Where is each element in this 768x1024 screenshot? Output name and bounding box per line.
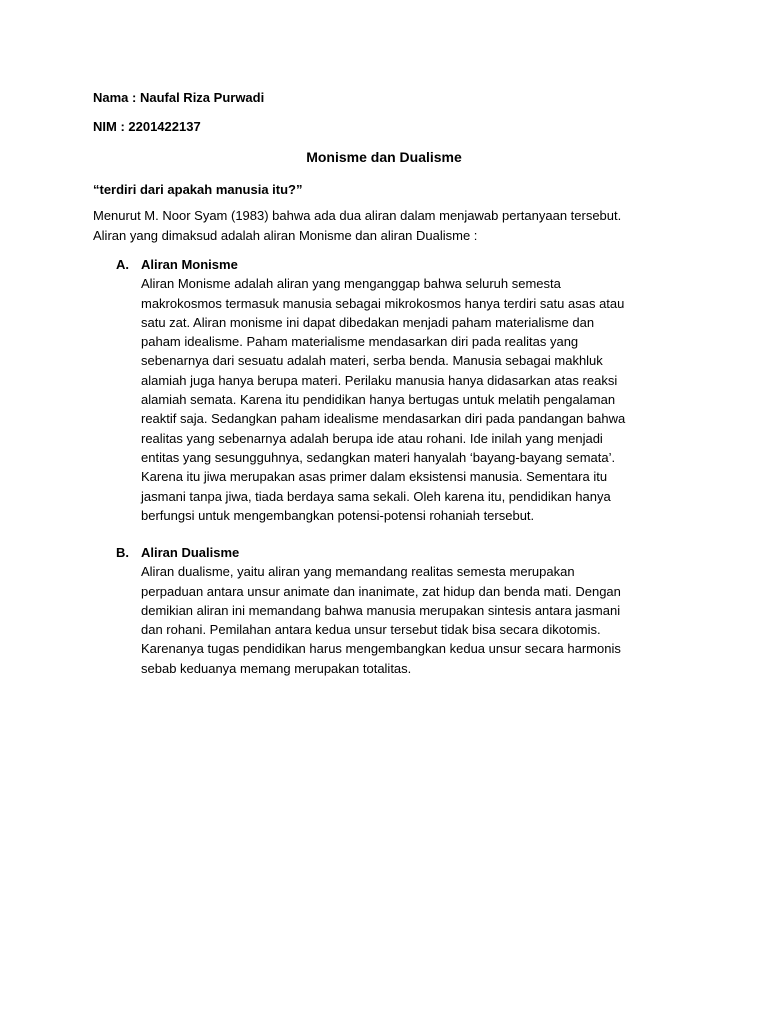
section-body (141, 274, 673, 525)
paragraph-line: Aliran dualisme, yaitu aliran yang memandang realitas semesta merupakan (141, 564, 575, 580)
paragraph-line: alamiah juga hanya berupa materi. Perilaku manusia hanya didasarkan atas reaksi (141, 372, 618, 388)
guiding-question: “terdiri dari apakah manusia itu?” (93, 182, 303, 197)
paragraph-line: sebenarnya dari sesuatu adalah materi, serba benda. Manusia sebagai makhluk (141, 353, 603, 369)
paragraph-line: makrokosmos termasuk manusia sebagai mikrokosmos hanya terdiri satu asas atau (141, 295, 625, 311)
paragraph-line: Karena itu jiwa merupakan asas primer dalam eksistensi manusia. Sementara itu (141, 469, 608, 485)
paragraph-line: reaktif saja. Sedangkan paham idealisme mendasarkan diri pada pandangan bahwa (141, 411, 626, 427)
paragraph-line: entitas yang sesungguhnya, sedangkan materi hanyalah ‘bayang-bayang semata’. (141, 449, 616, 465)
section-marker: B. (116, 545, 129, 560)
paragraph-line: sebab keduanya memang merupakan totalitas. (141, 660, 412, 676)
section-header (93, 255, 673, 274)
section-heading: Aliran Dualisme (141, 545, 240, 560)
paragraph-line: paham idealisme. Paham materialisme mendasarkan diri pada realitas yang (141, 334, 579, 350)
section-dualisme (93, 543, 673, 678)
student-nim: NIM : 2201422137 (93, 119, 201, 134)
intro-line-2: Aliran yang dimaksud adalah aliran Monisme dan aliran Dualisme : (93, 228, 478, 243)
paragraph-line: Aliran Monisme adalah aliran yang menganggap bahwa seluruh semesta (141, 276, 561, 292)
section-header (93, 543, 673, 562)
paragraph-line: jasmani tanpa jiwa, tiada berdaya sama sekali. Oleh karena itu, pendidikan hanya (141, 488, 611, 504)
paragraph-line: perpaduan antara unsur animate dan inanimate, zat hidup dan benda mati. Dengan (141, 583, 621, 599)
section-body (141, 562, 673, 678)
paragraph-line: Karenanya tugas pendidikan harus mengembangkan kedua unsur secara harmonis (141, 641, 621, 657)
paragraph-line: alamiah semata. Karena itu pendidikan hanya bertugas untuk melatih pengalaman (141, 392, 616, 408)
paragraph-line: dan rohani. Pemilahan antara kedua unsur tersebut tidak bisa secara dikotomis. (141, 622, 601, 638)
section-monisme (93, 255, 673, 525)
paragraph-line: satu zat. Aliran monisme ini dapat dibedakan menjadi paham materialisme dan (141, 314, 595, 330)
section-heading: Aliran Monisme (141, 257, 238, 272)
paragraph-line: demikian aliran ini memandang bahwa manusia merupakan sintesis antara jasmani (141, 602, 621, 618)
paragraph-line: berfungsi untuk mengembangkan potensi-potensi rohaniah tersebut. (141, 507, 535, 523)
student-name: Nama : Naufal Riza Purwadi (93, 90, 265, 105)
paragraph-line: realitas yang sebenarnya adalah berupa ide atau rohani. Ide inilah yang menjadi (141, 430, 603, 446)
section-marker: A. (116, 257, 129, 272)
intro-line-1: Menurut M. Noor Syam (1983) bahwa ada dua aliran dalam menjawab pertanyaan tersebut. (93, 208, 622, 223)
document-title: Monisme dan Dualisme (306, 149, 462, 165)
